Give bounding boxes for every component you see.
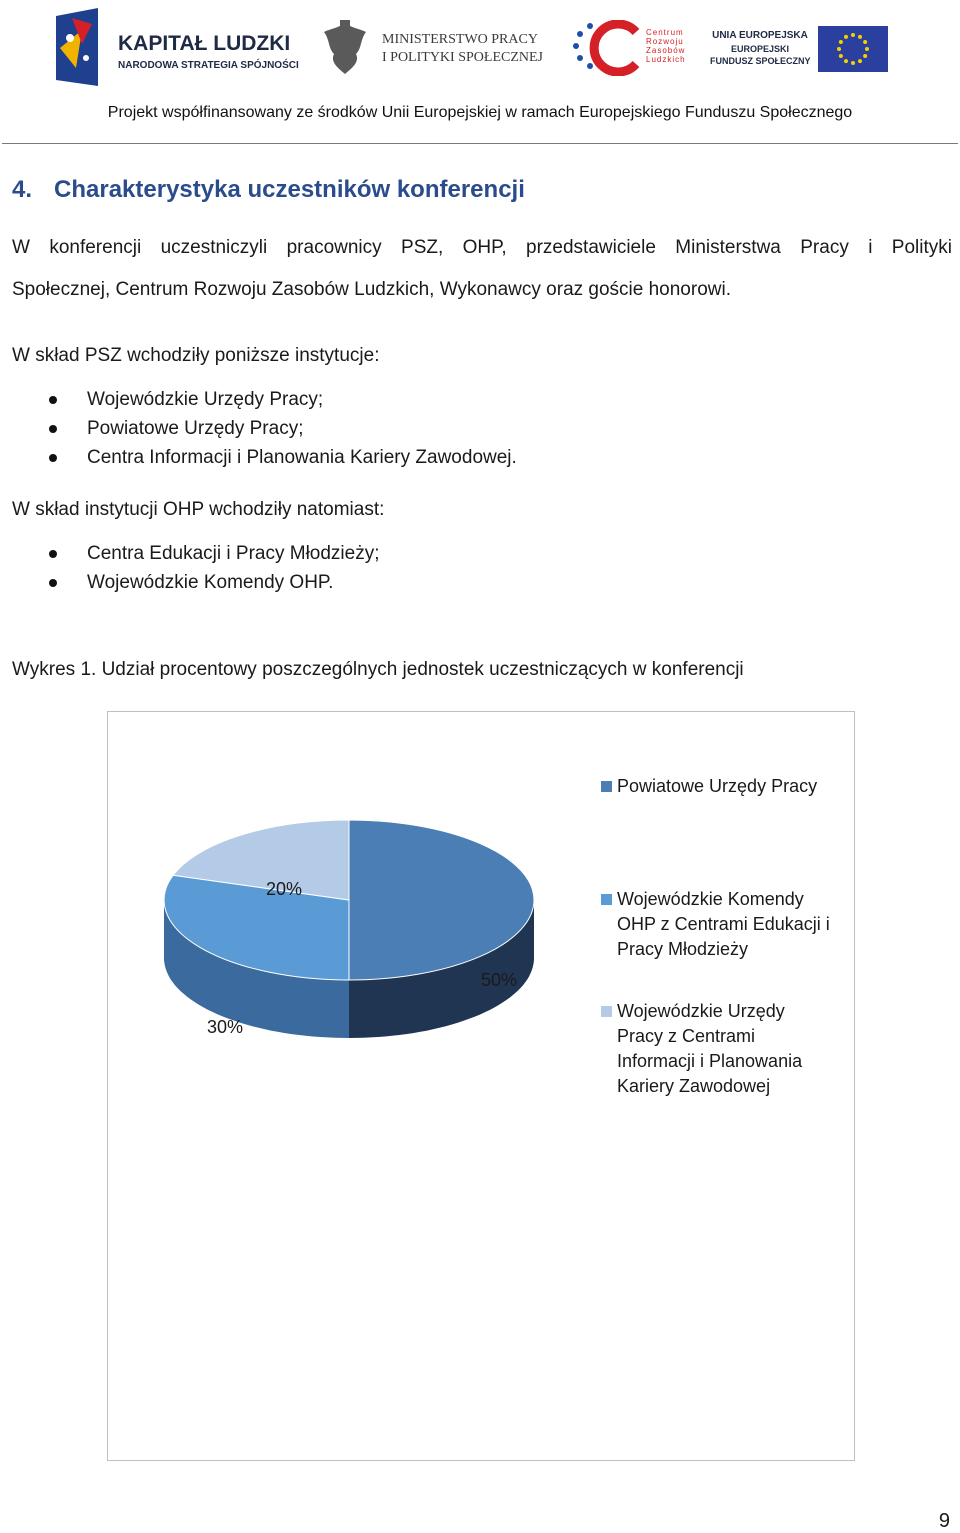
list-item-text: Powiatowe Urzędy Pracy; [87,418,304,439]
pie-data-label: 20% [265,879,303,899]
pie-data-label: 30% [206,1017,244,1037]
crzl-line2: Rozwoju [646,37,684,46]
ohp-lead: W skład instytucji OHP wchodziły natomiast: [12,499,385,520]
legend-label: Kariery Zawodowej [617,1076,771,1096]
page-number: 9 [938,1510,950,1532]
eu-star-icon [863,54,867,58]
psz-lead: W skład PSZ wchodziły poniższe instytucje: [12,345,380,366]
ohp-list [0,539,380,597]
legend-label: Wojewódzkie Urzędy [617,1001,785,1021]
crzl-emblem-icon [570,20,640,76]
intro-line-1: W konferencji uczestniczyli pracownicy PSZ, OHP, przedstawiciele Ministerstwa Pracy i Polityki [12,237,952,258]
eu-star-icon [863,40,867,44]
legend-label: Powiatowe Urzędy Pracy [617,776,818,796]
psz-list [0,385,517,472]
legend-swatch [601,1006,612,1017]
list-item-text: Centra Informacji i Planowania Kariery Zawodowej. [87,447,517,468]
kapital-ludzki-logo [52,8,302,88]
list-item-text: Wojewódzkie Komendy OHP. [87,572,334,593]
crzl-line1: Centrum [646,28,684,37]
eu-star-icon [839,54,843,58]
legend-label: OHP z Centrami Edukacji i [617,914,830,934]
crzl-text [646,28,686,64]
chart-caption: Wykres 1. Udział procentowy poszczególnych jednostek uczestniczących w konferencji [12,659,744,680]
ministry-name-line2: I POLITYKI SPOŁECZNEJ [382,50,543,65]
crzl-line4: Ludzkich [646,55,686,64]
pie-chart-frame [107,711,855,1461]
eu-flag-icon [818,26,888,72]
eu-line3: FUNDUSZ SPOŁECZNY [710,56,811,66]
legend-swatch [601,894,612,905]
legend-entry [617,774,852,799]
pie-chart [108,792,608,1152]
eu-line1: UNIA EUROPEJSKA [712,30,808,41]
legend-swatch [601,781,612,792]
section-title: Charakterystyka uczestników konferencji [54,176,525,203]
ministry-name-line1: MINISTERSTWO PRACY [382,32,538,47]
legend-label: Wojewódzkie Komendy [617,889,804,909]
crzl-logo [570,20,695,76]
bullet-icon [49,550,57,558]
bullet-icon [49,579,57,587]
crzl-line3: Zasobów [646,46,686,55]
legend-entry [617,887,852,962]
eu-star-icon [837,47,841,51]
logo-bar [0,0,960,100]
ministry-logo [318,18,558,80]
header-divider [2,143,958,144]
section-heading [12,176,525,204]
eu-star-icon [851,33,855,37]
eu-star-icon [865,47,869,51]
section-number: 4. [12,176,33,203]
legend-label: Informacji i Planowania [617,1051,803,1071]
kapital-ludzki-title: KAPITAŁ LUDZKI [118,32,291,55]
pie-data-label: 50% [480,970,518,990]
eu-star-icon [839,40,843,44]
bullet-icon [49,396,57,404]
legend-entry [617,999,852,1099]
list-item [0,539,380,568]
eu-star-icon [844,59,848,63]
eagle-emblem-icon [318,18,372,78]
eu-star-icon [858,59,862,63]
legend-label: Pracy z Centrami [617,1026,756,1046]
kapital-ludzki-subtitle: NARODOWA STRATEGIA SPÓJNOŚCI [118,60,299,71]
list-item [0,568,380,597]
list-item [0,443,517,472]
cofinancing-note: Projekt współfinansowany ze środków Unii Europejskiej w ramach Europejskiego Funduszu Społecznego [107,104,853,121]
list-item [0,414,517,443]
bullet-icon [49,425,57,433]
eu-logo [710,26,890,72]
list-item-text: Wojewódzkie Urzędy Pracy; [87,389,324,410]
bullet-icon [49,454,57,462]
legend-label: Pracy Młodzieży [617,939,749,959]
list-item [0,385,517,414]
eu-line2: EUROPEJSKI [730,44,790,54]
eu-star-icon [858,35,862,39]
intro-line-2: Społecznej, Centrum Rozwoju Zasobów Ludzkich, Wykonawcy oraz goście honorowi. [12,279,731,300]
eu-star-icon [851,61,855,65]
eu-star-icon [844,35,848,39]
list-item-text: Centra Edukacji i Pracy Młodzieży; [87,543,380,564]
